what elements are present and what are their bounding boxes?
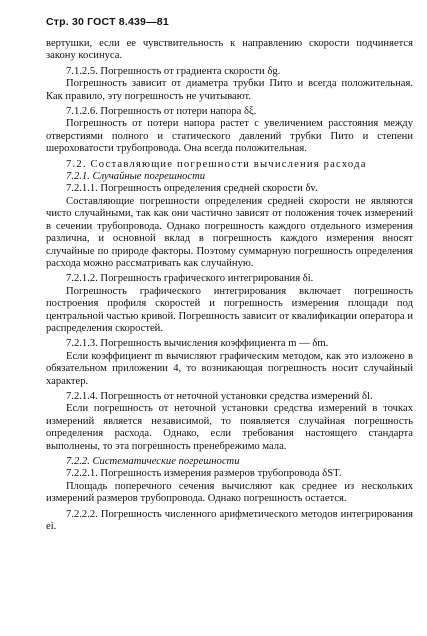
paragraph: Если коэффициент m вычисляют графическим методом, как это изложено в обязательном приложении 4, то возникающая погрешность носит случайный характер. bbox=[46, 350, 413, 387]
paragraph: Площадь поперечного сечения вычисляют как среднее из нескольких измерений размеров трубопровода. Однако погрешность остается. bbox=[46, 480, 413, 505]
paragraph: вертушки, если ее чувствительность к направлению скорости подчиняется закону косинуса. bbox=[46, 38, 413, 62]
section-heading: 7.2.2.2. Погрешность численного арифметического методов интегрирования ei. bbox=[46, 508, 413, 533]
section-heading: 7.2.1.4. Погрешность от неточной установки средства измерений δl. bbox=[66, 390, 373, 402]
page-header: Стр. 30 ГОСТ 8.439—81 bbox=[46, 16, 169, 28]
subsection-heading: 7.2.1. Случайные погрешности bbox=[66, 171, 206, 183]
paragraph: Погрешность от потери напора растет с увеличением расстояния между отверстиями полного и статического давлений трубки Пито и степени шероховатости трубопровода. Она всегда положительная. bbox=[46, 118, 413, 155]
document-body bbox=[46, 38, 413, 533]
paragraph: Составляющие погрешности определения средней скорости не являются чисто случайными, так как они частично зависят от положения точек измерений в сечении трубопровода. Однако погрешность каждого отдельного измерения различна, и основной вклад в погрешность каждого измерения вносят случайные по природе факторы. Поэтому суммарную погрешность определения расхода можно рассматривать как случайную. bbox=[46, 195, 413, 269]
paragraph: Погрешность графического интегрирования включает погрешность построения профиля скоростей и погрешность измерения площади под центральной частью кривой. Погрешность зависит от квалификации оператора и распределения скоростей. bbox=[46, 285, 413, 334]
section-heading: 7.2.1.2. Погрешность графического интегрирования δi. bbox=[66, 273, 314, 285]
section-heading: 7.2. Составляющие погрешности вычисления расхода bbox=[66, 158, 367, 170]
paragraph: Если погрешность от неточной установки средства измерений в точках измерений является независимой, то появляется случайная погрешность определения расхода. Однако, если требования настоящего стандарта выполнены, то эта погрешность пренебрежимо мала. bbox=[46, 403, 413, 452]
section-heading: 7.1.2.6. Погрешность от потери напора δξ. bbox=[66, 106, 257, 118]
section-heading: 7.1.2.5. Погрешность от градиента скорости δg. bbox=[66, 65, 281, 77]
subsection-heading: 7.2.2. Систематические погрешности bbox=[66, 456, 240, 467]
section-heading: 7.2.1.1. Погрешность определения средней скорости δv. bbox=[66, 183, 318, 195]
section-heading: 7.2.2.1. Погрешность измерения размеров трубопровода δST. bbox=[66, 468, 342, 480]
paragraph: Погрешность зависит от диаметра трубки Пито и всегда положительная. Как правило, эту погрешность не учитывают. bbox=[46, 78, 413, 102]
section-heading: 7.2.1.3. Погрешность вычисления коэффициента m — δm. bbox=[66, 338, 329, 350]
